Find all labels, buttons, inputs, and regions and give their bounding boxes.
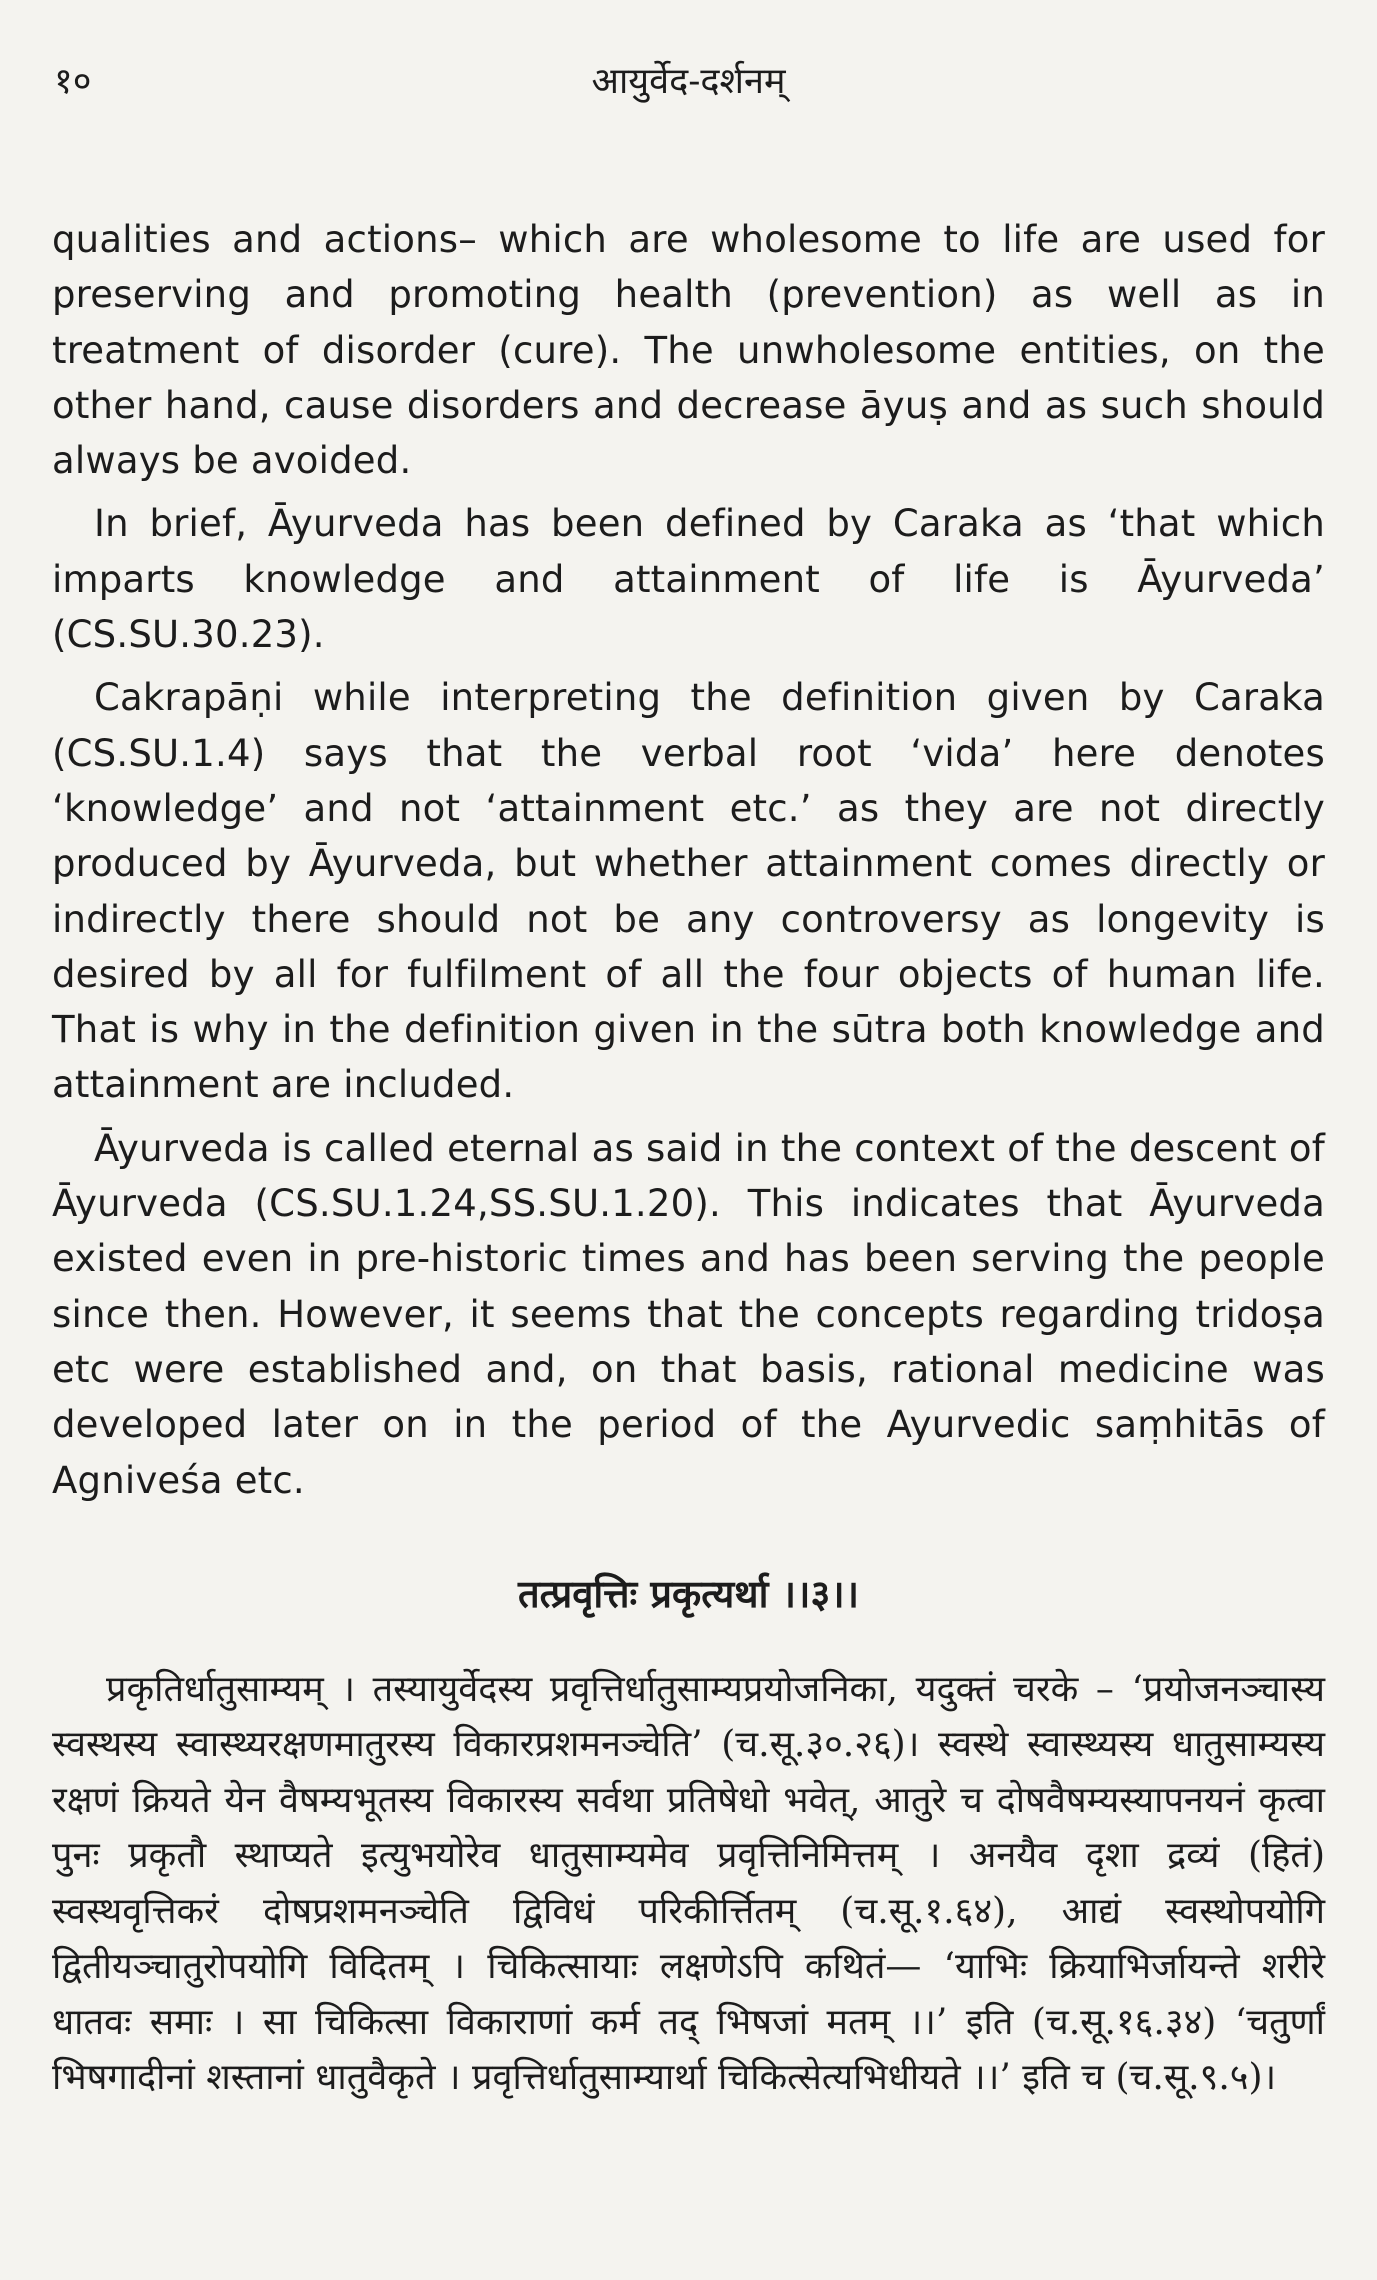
- english-text: [52, 212, 1325, 1508]
- running-head: आयुर्वेद-दर्शनम्: [591, 61, 786, 102]
- paragraph: qualities and actions– which are wholesome to life are used for preserving and promoting health (prevention) as well as in treatment of disorder (cure). The unwholesome entities, on the other hand, cause disorders and decrease āyuṣ and as such should always be avoided.: [52, 218, 1325, 483]
- page-header: [52, 58, 1325, 114]
- page-number: १०: [54, 61, 92, 102]
- sutra-heading: तत्प्रवृत्तिः प्रकृत्यर्था ।।३।।: [517, 1570, 860, 1616]
- paragraph: In brief, Āyurveda has been defined by Caraka as ‘that which imparts knowledge and attainment of life is Āyurveda’ (CS.SU.30.23).: [52, 502, 1325, 657]
- sanskrit-commentary: प्रकृतिर्धातुसाम्यम् । तस्यायुर्वेदस्य प्रवृत्तिर्धातुसाम्यप्रयोजनिका, यदुक्तं चरके – ‘प्रयोजनञ्चास्य स्वस्थस्य स्वास्थ्यरक्षणमातुरस्य विकारप्रशमनञ्चेति’ (च.सू.३०.२६)। स्वस्थे स्वास्थ्यस्य धातुसाम्यस्य रक्षणं क्रियते येन वैषम्यभूतस्य विकारस्य सर्वथा प्रतिषेधो भवेत्, आतुरे च दोषवैषम्यस्यापनयनं कृत्वा पुनः प्रकृतौ स्थाप्यते इत्युभयोरेव धातुसाम्यमेव प्रवृत्तिनिमित्तम् । अनयैव दृशा द्रव्यं (हितं) स्वस्थवृत्तिकरं दोषप्रशमनञ्चेति द्विविधं परिकीर्त्तितम् (च.सू.१.६४), आद्यं स्वस्थोपयोगि द्वितीयञ्चातुरोपयोगि विदितम् । चिकित्सायाः लक्षणेऽपि कथितं— ‘याभिः क्रियाभिर्जायन्ते शरीरे धातवः समाः । सा चिकित्सा विकाराणां कर्म तद् भिषजां मतम् ।।’ इति (च.सू.१६.३४) ‘चतुर्णां भिषगादीनां शस्तानां धातुवैकृते । प्रवृत्तिर्धातुसाम्यार्था चिकित्सेत्यभिधीयते ।।’ इति च (च.सू.९.५)।: [52, 1668, 1325, 2099]
- paragraph: Cakrapāṇi while interpreting the definition given by Caraka (CS.SU.1.4) says that the verbal root ‘vida’ here denotes ‘knowledge’ and not ‘attainment etc.’ as they are not directly produced by Āyurveda, but whether attainment comes directly or indirectly there should not be any controversy as longevity is desired by all for fulfilment of all the four objects of human life. That is why in the definition given in the sūtra both knowledge and attainment are included.: [52, 676, 1325, 1107]
- paragraph: Āyurveda is called eternal as said in the context of the descent of Āyurveda (CS.SU.1.24,SS.SU.1.20). This indicates that Āyurveda existed even in pre-historic times and has been serving the people since then. However, it seems that the concepts regarding tridoṣa etc were established and, on that basis, rational medicine was developed later on in the period of the Ayurvedic saṃhitās of Agniveśa etc.: [52, 1126, 1325, 1502]
